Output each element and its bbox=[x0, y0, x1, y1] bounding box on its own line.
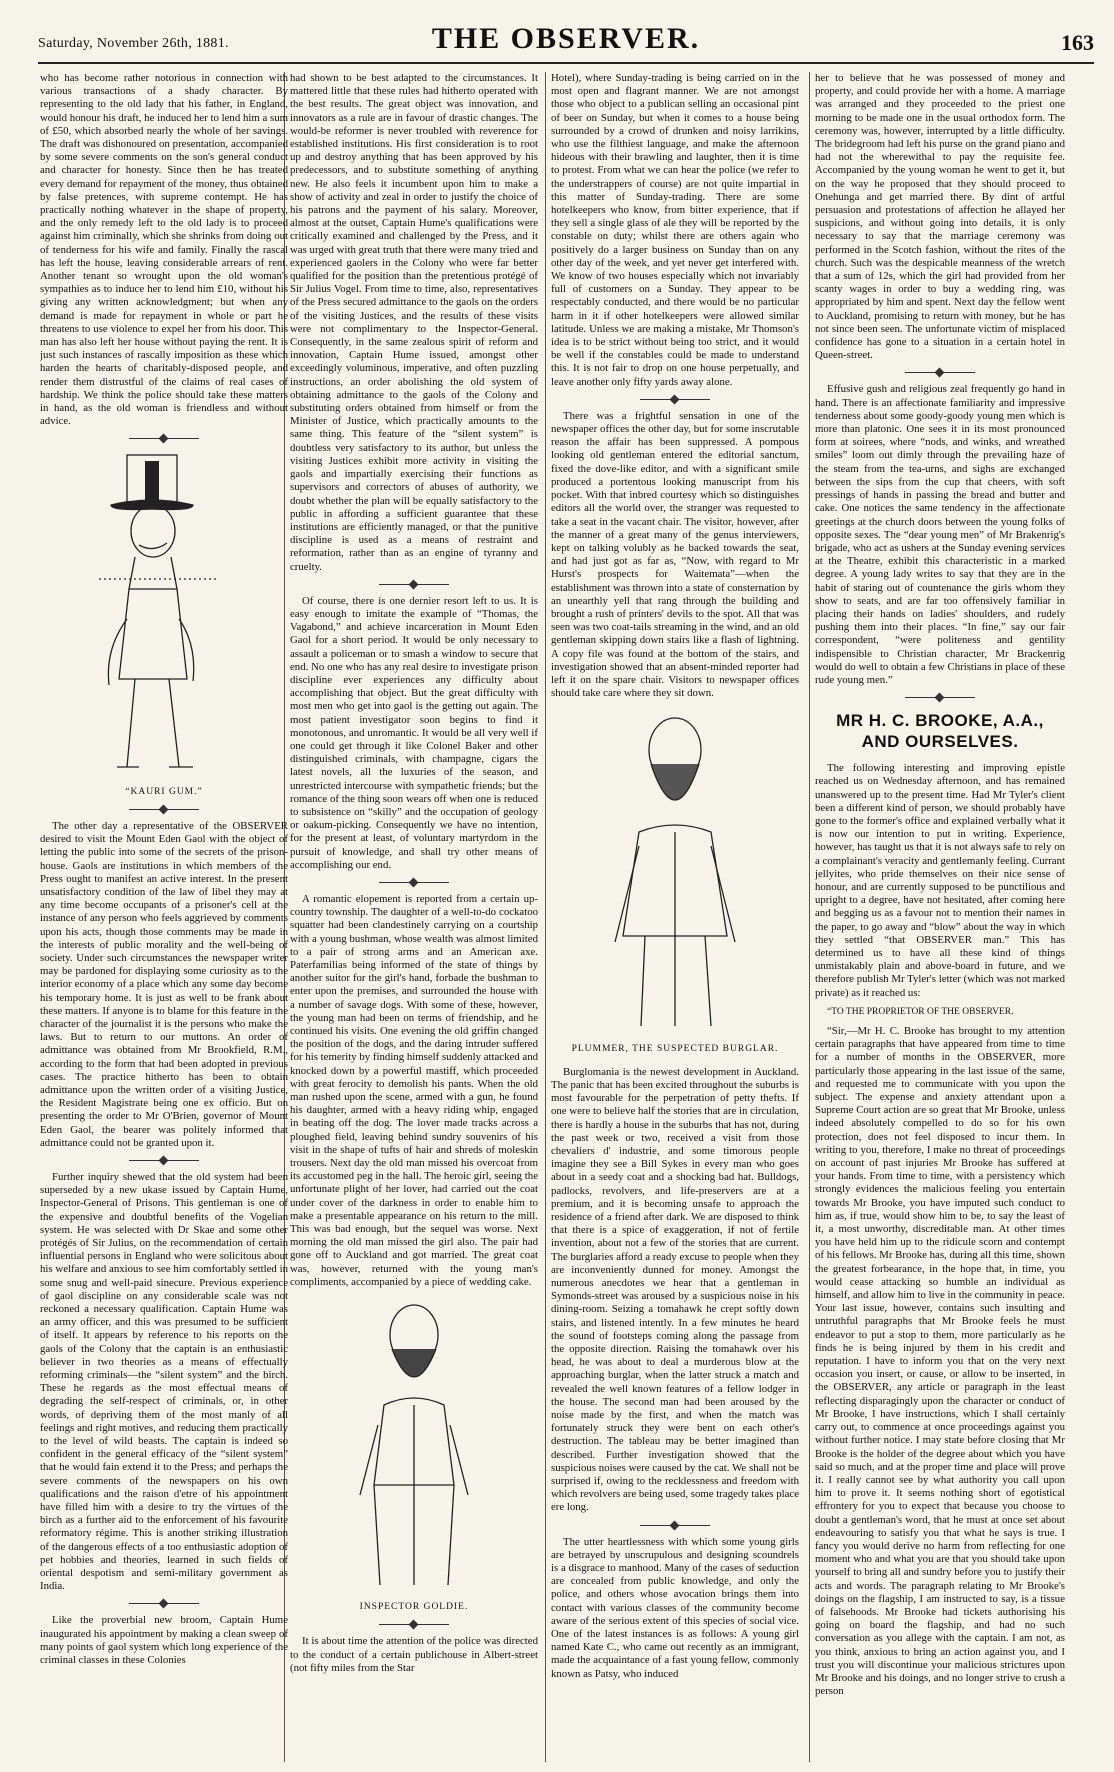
caricature-figure-image bbox=[69, 449, 259, 779]
article-paragraph: The utter heartlessness with which some young girls are betrayed by unscrupulous and designing scoundrels is a disgrace to manhood. Many of the cases of seduction are concealed from public knowledge, and only the police, and others whose avocation brings them into contact with various classes of the community become aware of the serious extent of this species of social vice. One of the latest instances is as follows: A young girl named Kate C., who came out recently as an immigrant, made the acquaintance of a fast young fellow, commonly known as Patsy, who induced bbox=[551, 1535, 799, 1680]
figure-caption: INSPECTOR GOLDIE. bbox=[359, 1602, 469, 1613]
column-rule bbox=[545, 72, 546, 1762]
page-number: 163 bbox=[1061, 30, 1094, 55]
portrait-figure-image bbox=[575, 706, 775, 1036]
article-paragraph: her to believe that he was possessed of money and property, and could provide her with a home. A marriage was arranged and they proceeded to the priest one morning to be made one in the usual orthodox form. The ceremony was, however, interrupted by a little difficulty. The bridegroom had left his purse on the grand piano and had not the wherewithal to pay the requisite fee. Accompanied by the young woman he went to get it, but on the way he proposed that they should proceed to Onehunga and get married there. By dint of artful persuasion and protestations of affection he allayed her suspicions, and without going into details, it is only necessary to say that the marriage ceremony was performed in the Scotch fashion, without the rites of the church. Such was the despicable meanness of the wretch that a sum of 12s, which the girl had provided from her scanty wages in order to buy a wedding ring, was appropriated by him and spent. Next day the fellow went to Auckland, promising to return with money, but he has not since been seen. The unfortunate victim of misplaced confidence has gone to a situation in a certain hotel in Queen-street. bbox=[815, 72, 1065, 362]
section-separator bbox=[129, 1160, 199, 1161]
column-rule bbox=[809, 72, 810, 1762]
masthead bbox=[38, 22, 1094, 64]
section-separator bbox=[379, 1624, 449, 1625]
section-separator bbox=[379, 882, 449, 883]
section-separator bbox=[905, 372, 975, 373]
column-4 bbox=[815, 72, 1065, 1762]
section-separator bbox=[129, 809, 199, 810]
article-paragraph: had shown to be best adapted to the circumstances. It mattered little that these rules had hitherto operated with the best results. The great object was innovation, and innovators as a rule are in favour of drastic changes. The would-be reformer is never troubled with reverence for established institutions. His first consideration is to root up and destroy anything that has been approved by his predecessors, and to substitute something of anything new. He also feels it incumbent upon him to make a show of activity and zeal in order to justify the choice of his patrons and the payment of his salary. Moreover, almost at the outset, Captain Hume's qualifications were critically examined and challenged by the Press, and it was urged with great truth that there were many tried and experienced gaolers in the Colony who were far better qualified for the position than the pretentious protégé of Sir Julius Vogel. From time to time, also, representatives of the Press secured admittance to the gaols on the orders of the visiting Justices, and the results of these visits were not complimentary to the Inspector-General. Consequently, in the same zealous spirit of reform and innovation, Captain Hume issued, amongst other exceedingly voluminous, imperative, and often puzzling instructions, an order abolishing the old system of obtaining admittance to the gaols of the Colony and substituting orders obtained from himself or from the Minister of Justice, which practically amounts to the same thing. This feature of the “silent system” is doubtless very satisfactory to its author, but unless the visiting Justices exhibit more activity in visiting the gaols and impartially exercising their functions as supervisors and correctors of abuses of authority, we doubt whether the plan will be equally satisfactory to the public in affording a sufficient guarantee that these institutions are efficiently managed, or that the punitive discipline is used as a means of restraint and reformation, rather than as an engine of tyranny and cruelty. bbox=[290, 72, 538, 573]
article-paragraph: The other day a representative of the OBSERVER desired to visit the Mount Eden Gaol with the object of letting the public into some of the secrets of the prison-house. Gaols are institutions in which members of the Press ought to manifest an active interest. In the present unsatisfactory condition of the law of libel they may at any time become occupants of a prisoner's cell at the instance of any person who feels aggrieved by comments upon his acts, though those comments may be made in the interests of public morality and the well-being of society. Under such circumstances the newspaper writer may be pardoned for displaying some curiosity as to the interior economy of a place which any some day become his temporary home. It is just as well to be frank about these matters. If anyone is to blame for this feature in the character of the journalist it is the persons who make the laws. But to return to our muttons. An order of admittance was obtained from Mr Brookfield, R.M., according to the form that had been adopted in previous cases. The practice hitherto has been to obtain admittance upon the written order of a visiting Justice, the Resident Magistrate being one ex officio. But on presenting the order to Mr O'Brien, governor of Mount Eden Gaol, the bearer was politely informed that admittance could not be granted upon it. bbox=[40, 819, 288, 1149]
article-paragraph: Effusive gush and religious zeal frequently go hand in hand. There is an affectionate familiarity and impressive tenderness about some goody-goody young men which is more than platonic. One sees it in its most pronounced form at soirees, where “nods, and winks, and wreathed smiles” loom out dimly through the prevailing haze of the steam from the tea-urns, and sighs are exchanged between the sips from the cup that cheers, with soft pressings of hands in passing the bread and butter and cake. One notices the same tendency in the affectionate greetings at the church doors between the young folks of opposite sexes. The “dear young men” of Mr Brakenrig's brigade, who act as ushers at the Sunday evening services at the Theatre, exhibit this characteristic in a marked degree. A young lady writes to say that they are in the habit of staring out of countenance the girls whom they show to seats, and are far too offensively familiar in placing their hands on ladies' shoulders, and rudely pushing them into their places. “In fine,” say our fair correspondent, “were politeness and gentility indispensible to Christian character, Mr Brackenrig would do well to obtain a few Christians in place of these rude young men.” bbox=[815, 383, 1065, 686]
article-paragraph: Burglomania is the newest development in Auckland. The panic that has been excited throughout the suburbs is most favourable for the perpetration of petty thefts. If one were to believe half the stories that are in circulation, there is hardly a house in the suburbs that has not, during the past week or two, received a visit from those chevaliers d' industrie, and some timorous people imagine they see a Bill Sykes in every man who goes about in a seedy coat and a shocking bad hat. Bulldogs, padlocks, revolvers, and life-preservers are at a premium, and it is becoming unsafe to approach the residence of a friend after dark. We are disposed to think that there is a spice of exaggeration, if not of fertile invention, about not a few of the stories that are current. The burglaries afford a ready excuse to people when they are inconveniently dunned for money. Amongst the numerous anecdotes we hear that a gentleman in Symonds-street was aroused by a suspicious noise in his dining-room. Seizing a tomahawk he crept softly down stairs, and listened intently. In a few minutes he heard the sound of footsteps coming along the passage from the opposite direction. Raising the tomahawk over his head, he was about to deal a murderous blow at the approaching burglar, when the latter struck a match and revealed the well known features of a fellow lodger in the house. The second man had been aroused by the noise made by the first, and when the match was fortunately struck they were bent on each other's destruction. The tableau may be better imagined than described. Further investigation showed that the suspicious noises were caused by the cat. We shall not be surprised if, owing to the recklessness and freedom with which revolvers are being used, some tragedy takes place ere long. bbox=[551, 1065, 799, 1514]
column-2 bbox=[290, 72, 538, 1762]
letter-salutation: “TO THE PROPRIETOR OF THE OBSERVER. bbox=[827, 1006, 1014, 1017]
letter-body: “Sir,—Mr H. C. Brooke has brought to my attention certain paragraphs that have appeared from time to time for a number of months in the OBSERVER, more particularly those appearing in the last issue of the same, and requested me to communicate with you upon the subject. The expense and anxiety attendant upon a Supreme Court action are so great that Mr Brooke, unless indeed absolutely compelled to do so for his own protection, does not feel disposed to incur them. In writing to you, therefore, I make no threat of proceedings on account of past injuries Mr Brooke has suffered at your hands. From time to time, with a persistency which strongly evidences the malicious feeling you entertain towards Mr Brooke, you have imputed such conduct to him as, if true, would show him to be, to say the least of it, a most unworthy, discreditable man. At other times you have held him up to the ridicule scorn and contempt of his fellows. Mr Brooke has, during all this time, shown the greatest forbearance, in the hope that, in time, you would cease attacking so humble an individual as himself, and allow him to live in the community in peace. Your last issue, however, contains such insulting and untruthful paragraphs that Mr Brooke feels he must endeavor to put a stop to them, more particularly as he finds he is being injured by them in his credit and reputation. I have to inform you that on the very next occasion you insert, or cause, or allow to be inserted, in the OBSERVER, any article or paragraph in the least reflecting disparagingly upon the character or conduct of Mr Brooke, I have instructions, which I shall certainly carry out, to commence at once proceedings against you without further notice. I may state before closing that Mr Brooke is the holder of the degree about which you have said so much, and at the proper time and place will prove it. I really cannot see by what authority you call upon him to prove it. It seems nothing short of egotistical effrontery for you to expect that because you choose to doubt a gentleman's word, that he must at once set about endeavouring to satisfy you that what he says is true. I fancy you would derive no harm from reflecting for one moment who and what you are that you should take upon yourself to bring all and sundry before you to justify their acts and words. The paragraph relating to Mr Brooke's doings on the flagship, I am instructed to say, is a tissue of falsehoods. Mr Brooke had tickets authorising his going on board the flagship, and had no such conversation as you allege with the captain. I am not, as you think, anxious to bring an action against you, and I trust you will discontinue your malicious strictures upon Mr Brooke and his doings, and no longer strive to crush a person bbox=[815, 1025, 1065, 1698]
section-separator bbox=[640, 399, 710, 400]
article-paragraph: Further inquiry shewed that the old system had been superseded by a new ukase issued by Captain Hume, Inspector-General of Prisons. This gentleman is one of the expensive and doubtful benefits of the Vogelian system. He was selected with Dr Skae and some other protégés of Sir Julius, on the recommendation of certain influential persons in England who were solicitous about his welfare and anxious to see him comfortably settled in some snug and well-paid sinecure. Previous experience of gaol discipline on any considerable scale was not reckoned a necessary qualification. Captain Hume was an army officer, and this was presumed to be sufficient of itself. It appears by reference to his reports on the gaols of the Colony that the captain is an enthusiastic believer in two theories as a means of effectually reforming criminals—the “silent system” and the birch. These he regards as the most effectual means of degrading the self-respect of criminals, or, in other words, of depriving them of the most manly of all feelings and right motives, and reducing them practically to the level of wild beasts. The captain is indeed so confident in the general efficacy of the “silent system” that he would fain extend it to the Press; and perhaps the severe comments of the newspapers on his own qualifications and the raison d'etre of his appointment have filled him with a desire to try the virtues of the birch as a further aid to the enforcement of his favourite reformatory régime. This is another striking illustration of the dangerous effects of a too enthusiastic adoption of pet hobbies and theories, learned in such fields of oriental despotism and semi-military government as India. bbox=[40, 1170, 288, 1593]
section-separator bbox=[379, 584, 449, 585]
article-paragraph: who has become rather notorious in connection with various transactions of a shady character. By representing to the old lady that his father, in England, would honour his draft, he induced her to lend him a sum of £50, which absorbed nearly the whole of her savings. The draft was dishonoured on presentation, accompanied by some severe comments on the son's general conduct and character for honesty. Since then he has treated every demand for repayment of the money, thus obtained by false pretences, with supreme contempt. He has practically nothing whatever in the shape of property, and the only remedy left to the old lady is to proceed against him criminally, which she shrinks from doing out of tenderness for his wife and family. Finally the rascal has left the house, leaving considerable arrears of rent. Another tenant so wrought upon the old woman's sympathies as to induce her to lend him £10, without his giving any written acknowledgment; but when any demand is made for repayment in whole or part he threatens to use violence to expel her from his door. This man has also left her house without paying the rent. It is just such instances of rascally imposition as these which harden the hearts of charitably-disposed people, and render them distrustful of the claims of real cases of hardship. We think the police should take these matters in hand, as the old woman is friendless and without advice. bbox=[40, 72, 288, 428]
article-paragraph: It is about time the attention of the police was directed to the conduct of a certain publichouse in Albert-street (not fifty miles from the Star bbox=[290, 1635, 538, 1674]
column-3 bbox=[551, 72, 799, 1762]
kauri-gum-illustration bbox=[40, 449, 288, 798]
section-separator bbox=[129, 438, 199, 439]
issue-date: Saturday, November 26th, 1881. bbox=[38, 36, 229, 51]
section-separator bbox=[129, 1603, 199, 1604]
newspaper-title: THE OBSERVER. bbox=[431, 22, 701, 55]
article-paragraph: Like the proverbial new broom, Captain Hume inaugurated his appointment by making a clean sweep of many points of gaol system which long experience of the criminal classes in these Colonies bbox=[40, 1614, 288, 1667]
article-paragraph: There was a frightful sensation in one of the newspaper offices the other day, but for some inscrutable reason the affair has been suppressed. A pompous looking old gentleman entered the editorial sanctum, fixed the dove-like editor, and with a significant smile produced a portentous looking manuscript from his pocket. With that inbred courtesy which so distinguishes editors all the world over, the stranger was requested to take a seat in the vacant chair. The visitor, however, after the manner of a great many of the genus interviewers, kept on talking volubly as he backed towards the seat, and had just got as far as, “Now, with regard to Mr Hurst's prospects for Waitemata”—when the establishment was thrown into a state of consternation by an unearthly yell that rang through the building and brought a rush of printers' devils to the spot. All that was seen was two coat-tails streaming in the wind, and an old gentleman skipping down stairs like a flash of lightning. A copy file was found at the bottom of the stairs, and investigation showed that an absent-minded reporter had left it on the spare chair. Visitors to newspaper offices should take care where they sit down. bbox=[551, 409, 799, 700]
figure-caption: PLUMMER, THE SUSPECTED BURGLAR. bbox=[571, 1043, 779, 1054]
figure-caption: “KAURI GUM.” bbox=[125, 786, 203, 797]
section-separator bbox=[640, 1525, 710, 1526]
inspector-goldie-illustration bbox=[290, 1295, 538, 1614]
article-paragraph: The following interesting and improving epistle reached us on Wednesday afternoon, and has remained unanswered up to the present time. Had Mr Tyler's client been a different kind of person, we should probably have gone to the former's office and explained verbally what it is now our intention to put in writing. Experience, however, has taught us that it is not always safe to rely on a complainant's veracity and gentlemanly feeling. Currant jellyites, who pride themselves on their nice sense of honour, and are currently supposed to be punctilious and upright to a degree, have not hesitated, after coming here and begging us as a favour not to mention their names in the paper, to go away and “blow” about the way in which they settled “that OBSERVER man.” This has determined us to have all these kind of things unmistakably plain and above-board in future, and we therefore publish Mr Tyler's letter (which was not marked private) as it reached us: bbox=[815, 762, 1065, 999]
plummer-illustration bbox=[551, 706, 799, 1055]
article-paragraph: A romantic elopement is reported from a certain up-country township. The daughter of a well-to-do cockatoo squatter had been clandestinely carrying on a courtship with a young bushman, whose wealth was almost limited to a pair of strong arms and an American axe. Paterfamilias being informed of the state of things by another suitor for the girl's hand, forbade the bushman to enter upon the premises, and surrounded the house with a number of savage dogs. With some of these, however, the young man had been on terms of friendship, and he continued his visits. One evening the old griffin changed the position of the dogs, and the daring intruder suffered for his temerity by finding himself suddenly attacked and knocked down by a powerful mastiff, which proceeded with great ferocity to demolish his pants. When the old man rushed upon the scene, armed with a gun, he found his daughter, armed with a heavy riding whip, engaged in beating off the dog. The lover made tracks across a ploughed field, leaving behind sundry souvenirs of his visit in the shape of tufts of hair and shreds of moleskin trousers. Next day the old man missed his overcoat from its accustomed peg in the hall. The heroic girl, seeing the unfortunate plight of her lover, had carried out the coat under cover of the darkness in order to enable him to make a presentable appearance on his return to the mill. This was bad enough, but the sequel was worse. Next morning the old man missed the girl also. The pair had gone off to Auckland and got married. The great coat was, however, returned with the young man's compliments, accompanied by a piece of wedding cake. bbox=[290, 892, 538, 1288]
article-paragraph: Of course, there is one dernier resort left to us. It is easy enough to imitate the example of “Thomas, the Vagabond,” and achieve incarceration in Mount Eden Gaol for a short period. It would be only necessary to assault a policeman or to smash a window to secure that end. No one who has any real desire to investigate prison discipline ever experiences any difficulty about accomplishing that object. But the great difficulty with most men who get into gaol is the getting out again. The most patient investigator soon begins to find it monotonous, and unromantic. It would be all very well if one could get through it like Colonel Baker and other distinguished criminals, with champagne, cigars the latest novels, all the luxuries of the season, and unrestricted intercourse with sympathetic friends; but the romance of the thing soon wears off when one is reduced to subsistence on “skilly” and the occupation of geology or oakum-picking. Consequently we have no intention, for the present at least, of voluntary martyrdom in the pursuit of knowledge, and shall try other means of accomplishing our end. bbox=[290, 594, 538, 871]
article-paragraph: Hotel), where Sunday-trading is being carried on in the most open and flagrant manner. We are not amongst those who object to a publican selling an occasional pint of beer on Sunday, but when it comes to a house being surrounded by a crowd of drunken and noisy larrikins, who use the filthiest language, and make the afternoon hideous with their brawling and laughter, then it is time to protest. From what we can hear the police (we refer to the understrappers of course) are not quite impartial in this matter of Sunday-trading. There are some hotelkeepers who know, from bitter experience, that if they sell a single glass of ale they will be reported by the constable on duty; whilst there are others again who positively do a larger business on Sunday than on any other day of the week, and yet never get interfered with. We know of two houses especially which not invariably full of customers on a Sunday. They appear to be respectably conducted, and there would be no particular harm in it if other hotelkeepers were allowed similar latitude. Unless we are making a mistake, Mr Thomson's idea is to be strict without being too strict, and it would be well if the constables could be made to understand this. It is not fair to drop on one house perpetually, and leave another only fifty yards away alone. bbox=[551, 72, 799, 388]
column-1 bbox=[40, 72, 288, 1762]
portrait-figure-image bbox=[334, 1295, 494, 1595]
article-headline: MR H. C. BROOKE, A.A., AND OURSELVES. bbox=[836, 711, 1044, 752]
section-separator bbox=[905, 697, 975, 698]
